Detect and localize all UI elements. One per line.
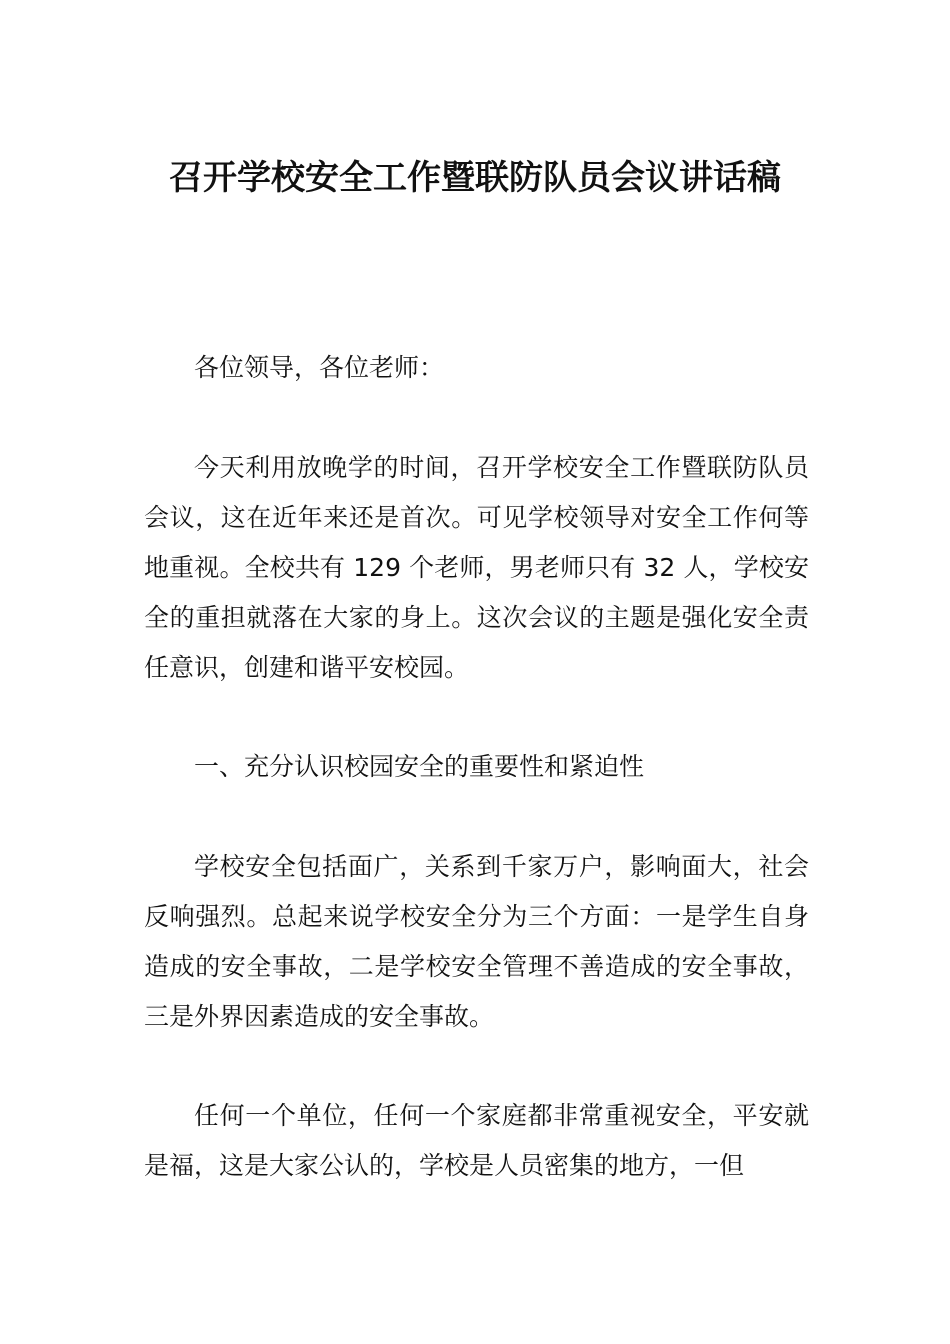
section-heading: 一、充分认识校园安全的重要性和紧迫性 [194, 752, 645, 781]
paragraph-safety-importance: 任何一个单位，任何一个家庭都非常重视安全，平安就是福，这是大家公认的，学校是人员密集的地方，一但 [144, 1101, 809, 1180]
salutation: 各位领导，各位老师： [194, 353, 445, 382]
document-title: 召开学校安全工作暨联防队员会议讲话稿 [169, 158, 781, 198]
paragraph-safety-scope: 学校安全包括面广，关系到千家万户，影响面大，社会反响强烈。总起来说学校安全分为三个方面：一是学生自身造成的安全事故，二是学校安全管理不善造成的安全事故，三是外界因素造成的安全事故。 [144, 852, 809, 1031]
paragraph-intro: 今天利用放晚学的时间，召开学校安全工作暨联防队员会议，这在近年来还是首次。可见学校领导对安全工作何等地重视。全校共有 129 个老师，男老师只有 32 人，学校安全的重担就落在大家的身上。这次会议的主题是强化安全责任意识，创建和谐平安校园。 [144, 453, 809, 682]
